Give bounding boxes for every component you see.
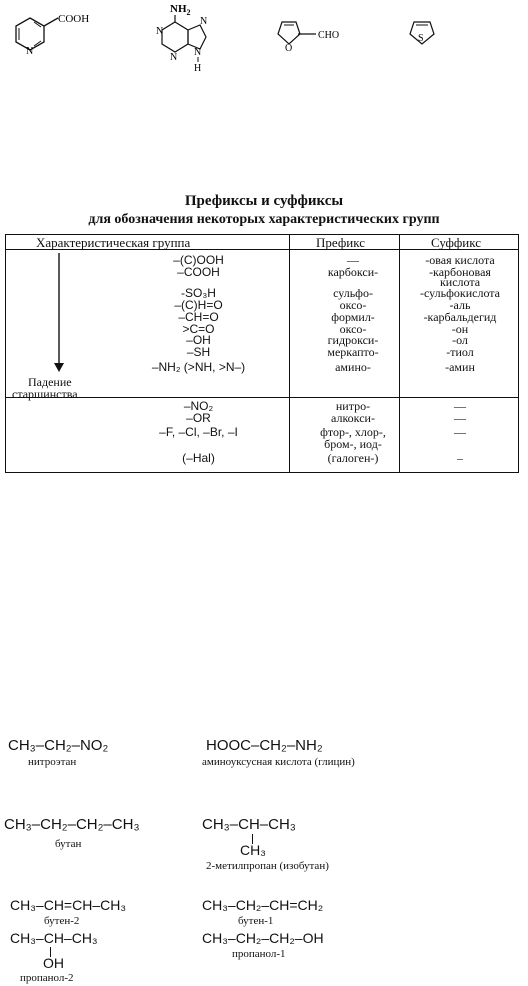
group-cell: –CH=O bbox=[178, 310, 219, 324]
propanol1-formula: CH₃–CH₂–CH₂–OH bbox=[202, 930, 324, 946]
header-prefix: Префикс bbox=[316, 235, 365, 250]
prefix-cell: — bbox=[347, 253, 359, 267]
prefix-cell: бром-, иод- bbox=[324, 437, 382, 451]
furfural-cho: CHO bbox=[318, 30, 340, 41]
butene2-formula: CH₃–CH=CH–CH₃ bbox=[10, 897, 127, 913]
adenine-n4: N bbox=[194, 47, 202, 58]
nicotinic-n-label: N bbox=[26, 46, 34, 57]
group-cell: –F, –Cl, –Br, –I bbox=[159, 425, 238, 439]
butene1-name: бутен-1 bbox=[238, 915, 274, 927]
suffix-cell: кислота bbox=[439, 275, 481, 289]
suffix-cell: — bbox=[454, 425, 466, 439]
group-cell: –(C)OOH bbox=[173, 253, 224, 267]
prefix-cell: сульфо- bbox=[333, 286, 373, 300]
prefix-cell: алкокси- bbox=[331, 411, 375, 425]
prefix-cell: формил- bbox=[331, 310, 375, 324]
prefix-suffix-table bbox=[5, 234, 519, 473]
adenine-n1: N bbox=[156, 26, 164, 37]
propanol1-name: пропанол-1 bbox=[232, 948, 286, 960]
group-cell: –COOH bbox=[177, 265, 220, 279]
suffix-cell: — bbox=[454, 411, 466, 425]
suffix-cell: -амин bbox=[445, 360, 475, 374]
thiophene-structure bbox=[400, 14, 450, 54]
prefix-cell: нитро- bbox=[335, 399, 371, 413]
group-cell: –NH₂ (>NH, >N–) bbox=[151, 360, 246, 374]
adenine-h: H bbox=[194, 63, 202, 72]
furfural-o: O bbox=[285, 43, 293, 54]
prefix-cell: оксо- bbox=[339, 298, 367, 312]
glycine-name: аминоуксусная кислота (глицин) bbox=[202, 756, 355, 768]
nicotinic-acid-structure bbox=[8, 8, 118, 58]
group-cell: –OH bbox=[186, 333, 211, 347]
thiophene-s: S bbox=[418, 33, 424, 44]
adenine-n2: N bbox=[170, 52, 178, 63]
header-group: Характеристическая группа bbox=[36, 235, 191, 250]
isobutane-name: 2-метилпропан (изобутан) bbox=[206, 860, 329, 872]
butene1-formula: CH₃–CH₂–CH=CH₂ bbox=[202, 897, 324, 913]
suffix-cell: -овая кислота bbox=[425, 253, 495, 267]
table-title: Префиксы и суффиксы bbox=[184, 193, 344, 209]
prefix-cell: карбокси- bbox=[327, 265, 379, 279]
group-cell: –SH bbox=[186, 345, 211, 359]
suffix-cell: -карбальдегид bbox=[423, 310, 497, 324]
group-cell: (–Hal) bbox=[182, 451, 215, 465]
suffix-cell: -аль bbox=[449, 298, 471, 312]
prefix-cell: оксо- bbox=[339, 322, 367, 336]
propanol2-name: пропанол-2 bbox=[20, 972, 74, 984]
nitroethane-name: нитроэтан bbox=[28, 756, 77, 768]
group-cell: –OR bbox=[186, 411, 211, 425]
adenine-structure bbox=[128, 0, 228, 72]
prefix-cell: меркапто- bbox=[327, 345, 379, 359]
suffix-cell: — bbox=[454, 399, 466, 413]
prefix-cell: амино- bbox=[335, 360, 371, 374]
group-cell: –(C)H=O bbox=[174, 298, 223, 312]
nitroethane-formula: CH₃–CH₂–NO₂ bbox=[8, 737, 109, 754]
group-cell: -SO₃H bbox=[181, 286, 216, 300]
isobutane-formula: CH₃–CH–CH₃ bbox=[202, 816, 296, 833]
suffix-cell: – bbox=[457, 451, 463, 465]
table-subtitle: для обозначения некоторых характеристических групп bbox=[88, 212, 440, 227]
suffix-cell: -ол bbox=[452, 333, 468, 347]
butane-formula: CH₃–CH₂–CH₂–CH₃ bbox=[4, 816, 140, 833]
isobutane-branch: CH₃ bbox=[240, 842, 266, 858]
header-suffix: Суффикс bbox=[431, 235, 482, 250]
furfural-structure bbox=[268, 14, 378, 54]
adenine-nh2-label: $NH_2$ bbox=[170, 3, 191, 17]
propanol2-formula: CH₃–CH–CH₃ bbox=[10, 930, 98, 946]
prefix-cell: гидрокси- bbox=[327, 333, 379, 347]
glycine-formula: HOOC–CH₂–NH₂ bbox=[206, 737, 323, 754]
suffix-cell: -карбоновая bbox=[429, 265, 491, 279]
suffix-cell: -он bbox=[451, 322, 469, 336]
suffix-cell: -сульфокислота bbox=[420, 286, 500, 300]
nicotinic-cooh-label: COOH bbox=[58, 13, 90, 25]
group-cell: >C=O bbox=[182, 322, 215, 336]
prefix-cell: (галоген-) bbox=[327, 451, 379, 465]
propanol2-branch: OH bbox=[43, 955, 64, 971]
seniority-label-1: Падение bbox=[28, 375, 72, 389]
prefix-cell: фтор-, хлор-, bbox=[320, 425, 386, 439]
adenine-n3: N bbox=[200, 16, 208, 27]
butane-name: бутан bbox=[55, 838, 82, 850]
butene2-name: бутен-2 bbox=[44, 915, 80, 927]
seniority-arrow-icon bbox=[52, 253, 66, 373]
suffix-cell: -тиол bbox=[446, 345, 474, 359]
seniority-label-2: старшинства bbox=[12, 387, 78, 401]
group-cell: –NO₂ bbox=[183, 399, 214, 413]
